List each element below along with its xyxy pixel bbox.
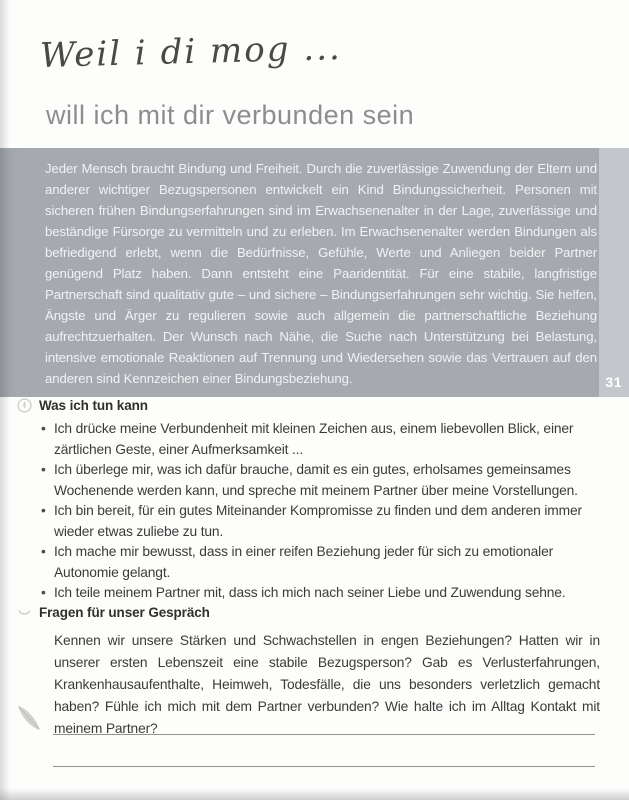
actions-heading: Was ich tun kann [39, 398, 148, 413]
page-number: 31 [605, 374, 622, 390]
page-spine-shadow [0, 0, 10, 800]
intro-paragraph: Jeder Mensch braucht Bindung und Freiheit. Durch die zuverlässige Zuwendung der Eltern und anderer wichtiger Bezugspersonen entwickelt ein Kind Bindungssicherheit. Personen mit sicheren frühen Bindungserfahrungen sind im Erwachsenenalter in der Lage, zuverlässige und beständige Fürsorge zu vermitteln und zu erleben. Im Erwachsenenalter werden Bindungen als befriedigend erlebt, wenn die Bedürfnisse, Gefühle, Werte und Anliegen beider Partner genügend Platz haben. Dann entsteht eine Paaridentität. Für eine stabile, langfristige Partnerschaft sind qualitativ gute – und sichere – Bindungserfahrungen sehr wichtig. Sie helfen, Ängste und Ärger zu regulieren sowie auch allgemein die partnerschaftliche Beziehung aufrechtzuerhalten. Der Wunsch nach Nähe, die Suche nach Unterstützung bei Belastung, intensive emotionale Reaktionen auf Trennung und Wiedersehen sowie das Vertrauen auf den anderen sind Kennzeichen einer Bindungsbeziehung. [45, 161, 597, 386]
answer-line [53, 766, 595, 767]
action-item: • Ich bin bereit, für ein gutes Miteinander Kompromisse zu finden und dem anderen immer wieder etwas zuliebe zu tun. [41, 501, 601, 542]
action-item: • Ich teile meinem Partner mit, dass ich mich nach seiner Liebe und Zuwendung sehne. [41, 583, 601, 604]
intro-box-margin-strip [599, 148, 629, 397]
questions-heading: Fragen für unser Gespräch [39, 605, 210, 620]
action-item: • Ich drücke meine Verbundenheit mit kleinen Zeichen aus, einem liebevollen Blick, einer zärtlichen Geste, einer Aufmerksamkeit ... [41, 419, 601, 460]
feather-watermark-icon [12, 700, 46, 740]
leaf-circle-icon [17, 398, 32, 413]
answer-line [53, 734, 595, 735]
action-item: • Ich überlege mir, was ich dafür brauche, damit es ein gutes, erholsames gemeinsames Wochenende werden kann, und spreche mit meinem Partner über meine Vorstellungen. [41, 460, 601, 501]
questions-paragraph: Kennen wir unsere Stärken und Schwachstellen in engen Beziehungen? Hatten wir in unserer ersten Lebenszeit eine stabile Bezugsperson? Gab es Verlusterfahrungen, Krankenhausaufenthalte, Heimweh, Todesfälle, die uns besonders verletzlich gemacht haben? Fühle ich mich mit dem Partner verbunden? Wie halte ich im Alltag Kontakt mit meinem Partner? [54, 633, 600, 736]
page-bottom-edge [0, 788, 629, 800]
intro-box [0, 148, 629, 397]
open-arc-icon [17, 605, 32, 620]
actions-list [41, 419, 601, 604]
script-title: Weil i di mog ... [39, 28, 343, 76]
action-item: • Ich mache mir bewusst, dass in einer reifen Beziehung jeder für sich zu emotionaler Autonomie gelangt. [41, 542, 601, 583]
questions-section-header [17, 605, 210, 620]
page-title: will ich mit dir verbunden sein [46, 100, 415, 130]
actions-section-header [17, 398, 148, 413]
